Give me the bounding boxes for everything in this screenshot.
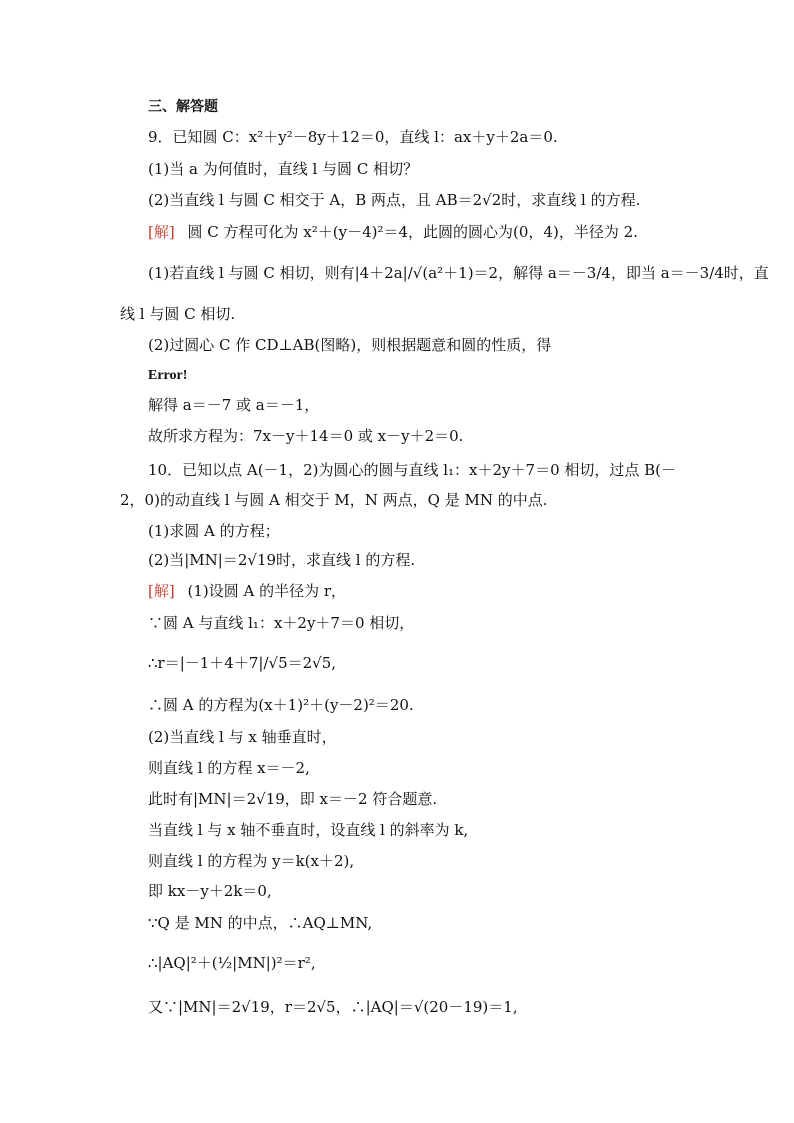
- q10-step-5: 则直线 l 的方程 x＝－2,: [148, 759, 310, 777]
- q10-stem: 10．已知以点 A(－1，2)为圆心的圆与直线 l₁：x＋2y＋7＝0 相切，过点 B(－: [148, 461, 677, 479]
- q10-solution-line: [148, 580, 346, 602]
- q9-answer: 故所求方程为：7x－y＋14＝0 或 x－y＋2＝0.: [148, 427, 464, 445]
- q10-step-8: 则直线 l 的方程为 y＝k(x＋2),: [148, 852, 355, 870]
- q9-solve: 解得 a＝－7 或 a＝－1，: [148, 396, 320, 414]
- q10-part2: (2)当|MN|＝2√19时，求直线 l 的方程.: [148, 551, 416, 569]
- q10-step-4: (2)当直线 l 与 x 轴垂直时，: [148, 728, 337, 746]
- q10-step-7: 当直线 l 与 x 轴不垂直时，设直线 l 的斜率为 k,: [148, 821, 469, 839]
- q9-part2: (2)当直线 l 与圆 C 相交于 A，B 两点，且 AB＝2√2时，求直线 l 的方程.: [148, 191, 641, 209]
- q9-part1: (1)当 a 为何值时，直线 l 与圆 C 相切？: [148, 160, 419, 178]
- q10-step-12: 又∵|MN|＝2√19，r＝2√5，∴|AQ|＝√(20－19)＝1,: [148, 998, 518, 1016]
- section-heading: 三、解答题: [148, 99, 218, 115]
- q10-step-10: ∵Q 是 MN 的中点，∴AQ⊥MN,: [148, 914, 373, 932]
- q9-solution-part1: (1)若直线 l 与圆 C 相切，则有|4＋2a|/√(a²＋1)＝2，解得 a＝－3/4，即当 a＝－3/4时，直: [148, 264, 769, 282]
- q9-solution-part1-cont: 线 l 与圆 C 相切.: [120, 305, 236, 323]
- q10-step-11: ∴|AQ|²＋(½|MN|)²＝r²,: [148, 954, 316, 972]
- q10-step-1: ∵圆 A 与直线 l₁：x＋2y＋7＝0 相切，: [148, 614, 415, 632]
- q9-solution-part2: (2)过圆心 C 作 CD⊥AB(图略)，则根据题意和圆的性质，得: [148, 336, 552, 354]
- q9-solution-intro-line: [148, 221, 638, 243]
- q10-solution-part1: (1)设圆 A 的半径为 r，: [187, 582, 347, 600]
- q10-step-6: 此时有|MN|＝2√19，即 x＝－2 符合题意.: [148, 790, 438, 808]
- q10-part1: (1)求圆 A 的方程；: [148, 522, 280, 540]
- q10-stem-cont: 2，0)的动直线 l 与圆 A 相交于 M，N 两点，Q 是 MN 的中点.: [120, 491, 548, 509]
- solution-label: [解]: [148, 582, 175, 600]
- solution-label: [解]: [148, 223, 175, 241]
- q10-step-3: ∴圆 A 的方程为(x＋1)²＋(y－2)²＝20.: [148, 696, 414, 714]
- q9-stem: 9．已知圆 C：x²＋y²－8y＋12＝0，直线 l：ax＋y＋2a＝0.: [148, 128, 558, 146]
- error-placeholder: Error!: [148, 368, 188, 383]
- q10-step-2: ∴r＝|－1＋4＋7|/√5＝2√5,: [148, 654, 337, 672]
- q10-step-9: 即 kx－y＋2k＝0,: [148, 882, 272, 900]
- q9-solution-intro: 圆 C 方程可化为 x²＋(y－4)²＝4，此圆的圆心为(0，4)，半径为 2.: [187, 223, 638, 241]
